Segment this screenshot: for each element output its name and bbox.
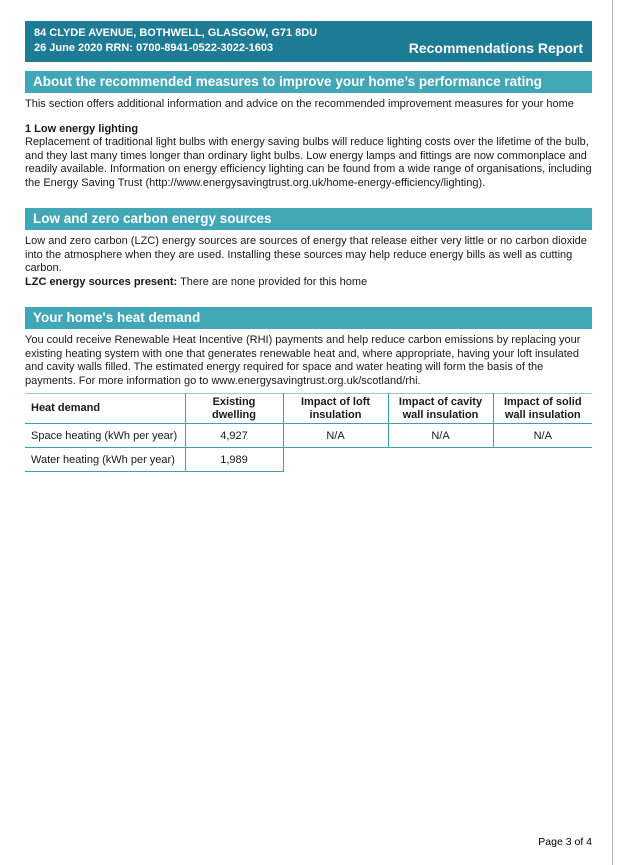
- space-heating-existing-value: 4,927: [185, 424, 283, 448]
- header-address-block: [34, 26, 317, 56]
- row-label-water-heating: Water heating (kWh per year): [25, 448, 185, 472]
- document-header-band: [25, 21, 592, 62]
- column-header-heat-demand: Heat demand: [25, 394, 185, 424]
- section-heading-lzc-sources: Low and zero carbon energy sources: [25, 208, 592, 230]
- water-heating-existing-value: 1,989: [185, 448, 283, 472]
- table-row-water-heating: [25, 448, 592, 472]
- empty-cell: [493, 448, 592, 472]
- row-label-space-heating: Space heating (kWh per year): [25, 424, 185, 448]
- lzc-present-line: [25, 276, 592, 290]
- table-header-row: [25, 394, 592, 424]
- column-header-cavity-wall-insulation: Impact of cavity wall insulation: [388, 394, 493, 424]
- space-heating-cavity-impact: N/A: [388, 424, 493, 448]
- column-header-loft-insulation: Impact of loft insulation: [283, 394, 388, 424]
- measure-1-description: Replacement of traditional light bulbs with energy saving bulbs will reduce lighting costs over the lifetime of the bulb, and they last many times longer than ordinary light bulbs. Low energy lamps and fittings are now commonplace and readily available. Information on energy efficiency lighting can be found from a wide range of organisations, including the Energy Saving Trust (http://www.energysavingtrust.org.uk/home-energy-efficiency/lighting).: [25, 136, 592, 189]
- spacer: [25, 190, 592, 199]
- page-content: [25, 21, 592, 472]
- space-heating-solid-impact: N/A: [493, 424, 592, 448]
- empty-cell: [283, 448, 388, 472]
- spacer: [25, 289, 592, 298]
- space-heating-loft-impact: N/A: [283, 424, 388, 448]
- report-title: Recommendations Report: [408, 40, 583, 56]
- empty-cell: [388, 448, 493, 472]
- section-heading-heat-demand: Your home's heat demand: [25, 307, 592, 329]
- column-header-existing-dwelling: Existing dwelling: [185, 394, 283, 424]
- measure-1-title: 1 Low energy lighting: [25, 122, 139, 135]
- page-number-indicator: Page 3 of 4: [538, 836, 592, 848]
- table-row-space-heating: [25, 424, 592, 448]
- page-edge-line: [612, 0, 613, 865]
- lzc-present-value: There are none provided for this home: [180, 275, 368, 288]
- lzc-present-label: LZC energy sources present:: [25, 275, 178, 288]
- about-section-intro: This section offers additional information and advice on the recommended improvement measures for your home: [25, 98, 574, 110]
- column-header-solid-wall-insulation: Impact of solid wall insulation: [493, 394, 592, 424]
- heat-demand-table: [25, 393, 592, 472]
- heat-demand-section-body: You could receive Renewable Heat Incentive (RHI) payments and help reduce carbon emissions by replacing your existing heating system with one that generates renewable heat and, where appropriate, having your loft insulated and cavity walls filled. The estimated energy required for space and water heating will form the basis of the payments. For more information go to www.energysavingtrust.org.uk/scotland/rhi.: [25, 334, 581, 387]
- section-heading-about-measures: About the recommended measures to improve your home’s performance rating: [25, 71, 592, 93]
- lzc-section-body: Low and zero carbon (LZC) energy sources are sources of energy that release either very little or no carbon dioxide into the atmosphere when they are used. Installing these sources may help reduce energy bills as well as cutting carbon.: [25, 235, 587, 274]
- property-address: 84 CLYDE AVENUE, BOTHWELL, GLASGOW, G71 8DU: [34, 27, 318, 39]
- date-and-rrn: 26 June 2020 RRN: 0700-8941-0522-3022-1603: [34, 42, 274, 54]
